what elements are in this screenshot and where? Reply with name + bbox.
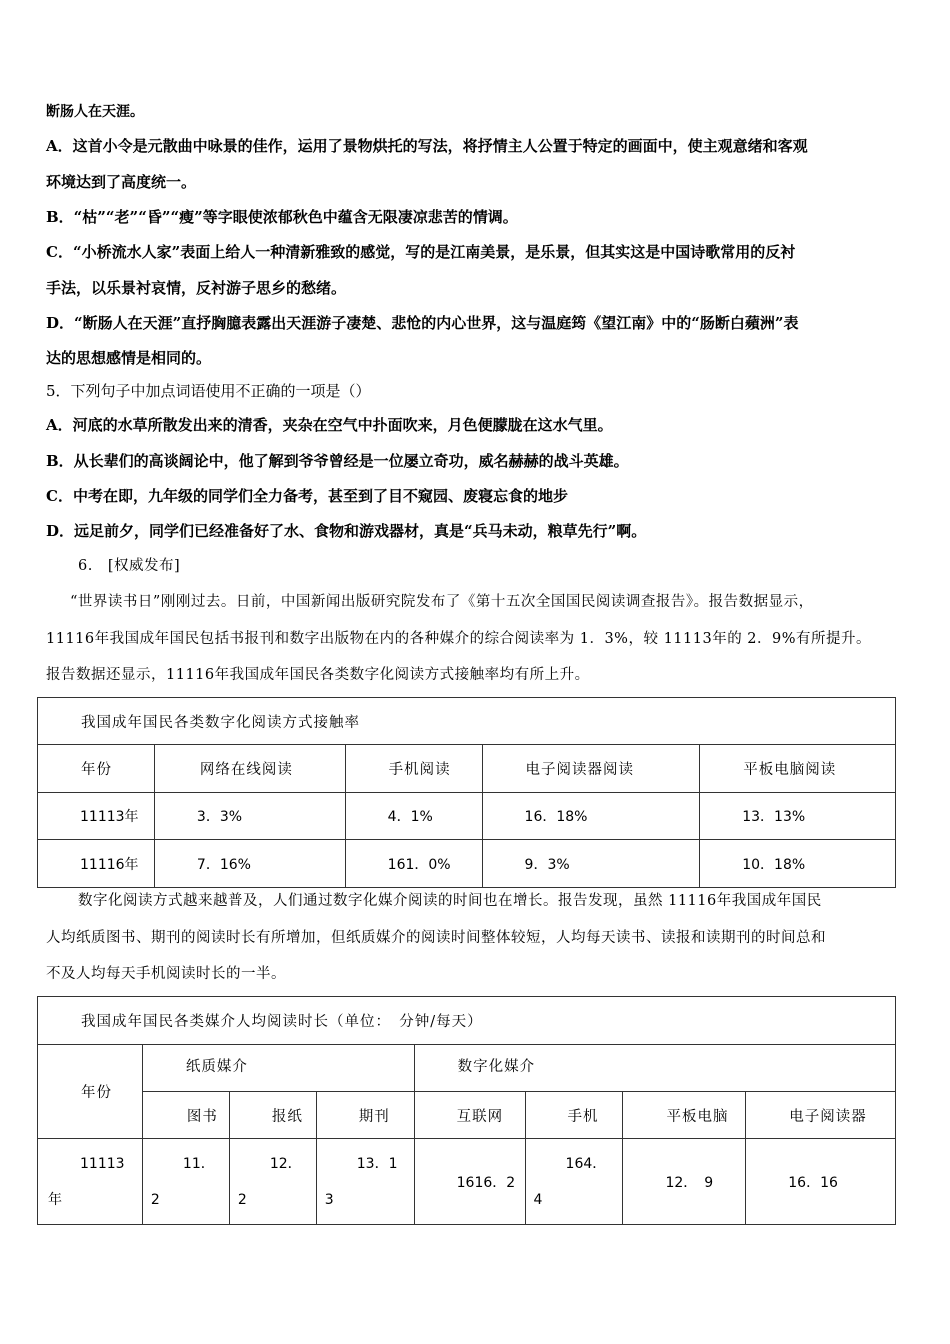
table2-sub-phone: 手机: [525, 1092, 623, 1139]
media-reading-time-table: [37, 996, 896, 1225]
q4-option-d-line2: 达的思想感情是相同的。: [46, 349, 212, 367]
q4-option-a-line2: 环境达到了高度统一。: [46, 173, 197, 191]
table1-title: 我国成年国民各类数字化阅读方式接触率: [38, 698, 896, 745]
table1-header-year: 年份: [38, 745, 155, 793]
table2-title: 我国成年国民各类媒介人均阅读时长（单位： 分钟/每天）: [38, 997, 896, 1045]
cell-line: 11113: [80, 1155, 125, 1172]
table2-cell-journals: [316, 1139, 414, 1225]
table1-cell: 16．18%: [482, 793, 700, 840]
table2-sub-newspapers: 报纸: [229, 1092, 316, 1139]
table-row: [38, 840, 896, 888]
q6-para2-line2: 人均纸质图书、期刊的阅读时长有所增加，但纸质媒介的阅读时间整体较短，人均每天读书、读报和读期刊的时间总和: [46, 930, 826, 946]
table2-header-year: 年份: [38, 1045, 143, 1139]
table1-cell: 3．3%: [154, 793, 345, 840]
table1-cell: 9．3%: [482, 840, 700, 888]
cell-line: 12．: [269, 1155, 302, 1172]
table2-sub-journals: 期刊: [316, 1092, 414, 1139]
table2-cell-year: [38, 1139, 143, 1225]
table2-sub-internet: 互联网: [414, 1092, 525, 1139]
table1-cell: 7．16%: [154, 840, 345, 888]
table1-header-ereader: 电子阅读器阅读: [482, 745, 700, 793]
q5-stem: 5．下列句子中加点词语使用不正确的一项是（）: [46, 382, 371, 400]
table1-cell: 4．1%: [345, 793, 482, 840]
cell-line: 4: [533, 1191, 543, 1208]
q4-option-a-line1: A．这首小令是元散曲中咏景的佳作，运用了景物烘托的写法，将抒情主人公置于特定的画面中，使主观意绪和客观: [46, 137, 808, 155]
table1-cell: 161．0%: [345, 840, 482, 888]
q4-option-d-line1: D．“断肠人在天涯”直抒胸臆表露出天涯游子凄楚、悲怆的内心世界，这与温庭筠《望江南》中的“肠断白蘋洲”表: [46, 314, 799, 332]
q6-para2-line1: 数字化阅读方式越来越普及，人们通过数字化媒介阅读的时间也在增长。报告发现，虽然 11116年我国成年国民: [78, 893, 822, 909]
table2-sub-tablet: 平板电脑: [623, 1092, 746, 1139]
q5-option-b: B．从长辈们的高谈阔论中，他了解到爷爷曾经是一位屡立奇功，威名赫赫的战斗英雄。: [46, 452, 629, 470]
digital-reading-contact-rate-table: [37, 697, 896, 888]
table1-cell: 13．13%: [700, 793, 896, 840]
table-row: [38, 1139, 896, 1225]
q6-para1-line3: 报告数据还显示，11116年我国成年国民各类数字化阅读方式接触率均有所上升。: [46, 667, 590, 683]
q6-para1-line1: “世界读书日”刚刚过去。日前，中国新闻出版研究院发布了《第十五次全国国民阅读调查报告》。报告数据显示，: [70, 594, 814, 610]
table2-cell-internet: 1616．2: [414, 1139, 525, 1225]
table2-cell-books: [142, 1139, 229, 1225]
table2-sub-ereader: 电子阅读器: [746, 1092, 896, 1139]
table2-group-digital: 数字化媒介: [414, 1045, 895, 1092]
q4-option-b: B．“枯”“老”“昏”“瘦”等字眼使浓郁秋色中蕴含无限凄凉悲苦的情调。: [46, 208, 518, 226]
poem-tail: 断肠人在天涯。: [46, 104, 144, 120]
cell-line: 13．1: [356, 1155, 398, 1172]
table2-cell-newspapers: [229, 1139, 316, 1225]
table2-cell-phone: [525, 1139, 623, 1225]
table2-sub-books: 图书: [142, 1092, 229, 1139]
table1-cell: 11113年: [38, 793, 155, 840]
q5-option-a: A．河底的水草所散发出来的清香，夹杂在空气中扑面吹来，月色便朦胧在这水气里。: [46, 416, 613, 434]
q4-option-c-line1: C．“小桥流水人家”表面上给人一种清新雅致的感觉，写的是江南美景，是乐景，但其实这是中国诗歌常用的反衬: [46, 243, 796, 261]
table1-header-phone: 手机阅读: [345, 745, 482, 793]
table1-cell: 11116年: [38, 840, 155, 888]
table-row: [38, 793, 896, 840]
cell-line: 11．: [182, 1155, 215, 1172]
q4-option-c-line2: 手法，以乐景衬哀情，反衬游子思乡的愁绪。: [46, 279, 347, 297]
table1-cell: 10．18%: [700, 840, 896, 888]
q5-option-c: C．中考在即，九年级的同学们全力备考，甚至到了目不窥园、废寝忘食的地步: [46, 487, 568, 505]
q6-heading: 6. [权威发布]: [78, 558, 181, 574]
table2-cell-ereader: 16．16: [746, 1139, 896, 1225]
q6-para2-line3: 不及人均每天手机阅读时长的一半。: [46, 966, 286, 982]
table1-header-online: 网络在线阅读: [154, 745, 345, 793]
cell-line: 2: [237, 1191, 247, 1208]
table1-header-tablet: 平板电脑阅读: [700, 745, 896, 793]
table2-group-paper: 纸质媒介: [142, 1045, 414, 1092]
q6-para1-line2: 11116年我国成年国民包括书报刊和数字出版物在内的各种媒介的综合阅读率为 1．3%，较 11113年的 2．9%有所提升。: [46, 631, 872, 647]
cell-line: 年: [48, 1191, 62, 1208]
table2-cell-tablet: 12． 9: [623, 1139, 746, 1225]
cell-line: 2: [150, 1191, 160, 1208]
cell-line: 3: [324, 1191, 334, 1208]
q5-option-d: D．远足前夕，同学们已经准备好了水、食物和游戏器材，真是“兵马未动，粮草先行”啊。: [46, 522, 647, 540]
cell-line: 164．: [565, 1155, 607, 1172]
